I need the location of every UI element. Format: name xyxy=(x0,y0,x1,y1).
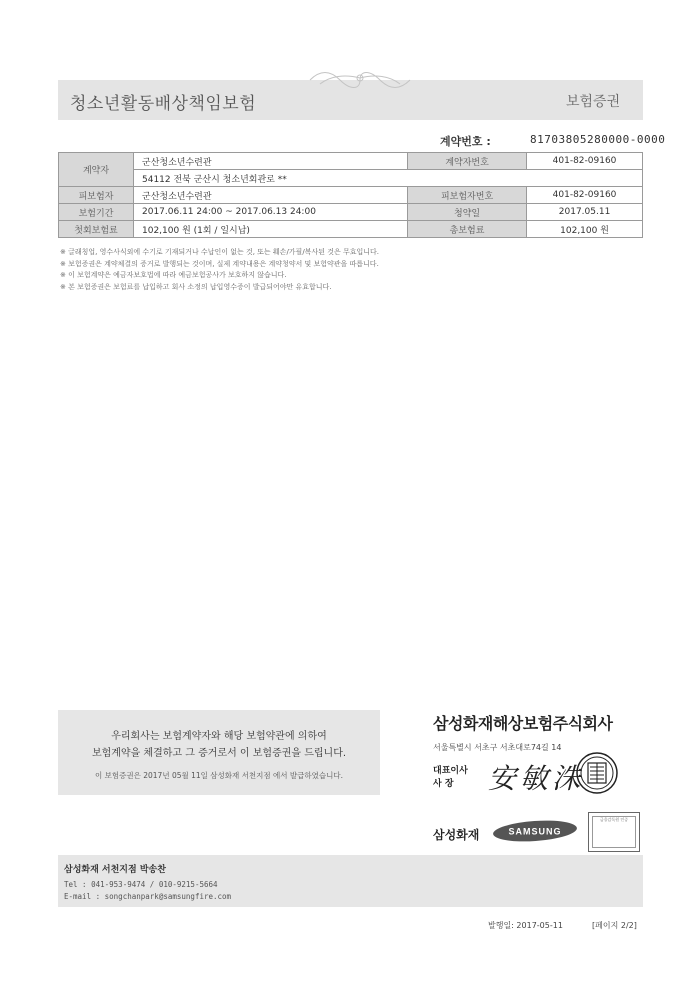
policyholder-address: 54112 전북 군산시 청소년회관로 ** xyxy=(134,170,643,187)
agent-phone: Tel : 041-953-9474 / 010-9215-5664 xyxy=(64,880,218,889)
ceo-role-line-2: 사 장 xyxy=(433,779,454,789)
table-row xyxy=(59,170,643,187)
period-label: 보험기간 xyxy=(59,204,134,221)
policyholder-reg-label: 계약자번호 xyxy=(408,153,527,170)
policy-info-table xyxy=(58,152,643,238)
first-premium-label: 첫회보험료 xyxy=(59,221,134,238)
ceo-signature: 安敏洙 xyxy=(488,762,585,795)
company-address: 서울특별시 서초구 서초대로74길 14 xyxy=(433,743,562,752)
note-item: ※ 이 보험계약은 예금자보호법에 따라 예금보험공사가 보호하지 않습니다. xyxy=(60,271,287,279)
policyholder-name: 군산청소년수련관 xyxy=(134,153,408,170)
table-row xyxy=(59,221,643,238)
page-title: 청소년활동배상책임보험 xyxy=(70,94,257,114)
agent-name: 삼성화재 서천지점 박송찬 xyxy=(64,865,166,875)
contract-number: 81703805280000-0000 xyxy=(530,133,666,146)
sign-date-label: 청약일 xyxy=(408,204,527,221)
certificate-line-2: 보험계약을 체결하고 그 증거로서 이 보험증권을 드립니다. xyxy=(91,748,347,759)
samsung-logo-icon xyxy=(492,820,578,842)
company-name: 삼성화재해상보험주식회사 xyxy=(433,714,613,733)
policyholder-label: 계약자 xyxy=(59,153,134,187)
note-item: ※ 보험증권은 계약체결의 증거로 발행되는 것이며, 실제 계약내용은 계약청약서 및 보험약관을 따릅니다. xyxy=(60,259,379,268)
decorative-ornament-icon xyxy=(300,66,420,92)
period-value: 2017.06.11 24:00 ~ 2017.06.13 24:00 xyxy=(134,204,408,221)
certification-stamp-icon xyxy=(588,812,640,852)
page-indicator: [페이지 2/2] xyxy=(592,921,637,930)
total-premium-label: 총보험료 xyxy=(408,221,527,238)
company-seal-icon xyxy=(576,752,618,794)
certification-stamp-text: 금융감독원 인증 xyxy=(599,817,629,822)
document-type: 보험증권 xyxy=(566,94,621,110)
ceo-role-line-1: 대표이사 xyxy=(433,766,468,776)
policyholder-reg-value: 401-82-09160 xyxy=(527,153,643,170)
certificate-line-1: 우리회사는 보험계약자와 해당 보험약관에 의하여 xyxy=(111,731,327,742)
note-item: ※ 본 보험증권은 보험료를 납입하고 회사 소정의 납입영수증이 발급되어야만 유효합니다. xyxy=(60,282,332,291)
insured-reg-value: 401-82-09160 xyxy=(527,187,643,204)
agent-email: E-mail : songchanpark@samsungfire.com xyxy=(64,892,232,901)
issue-date: 발행일: 2017-05-11 xyxy=(488,921,563,930)
contract-number-label: 계약번호 : xyxy=(440,135,491,148)
note-item: ※ 글래칭업, 영수사식외에 수기로 기재되거나 수납인이 없는 것, 또는 훼손/가필/복사된 것은 무효입니다. xyxy=(60,248,379,256)
table-row xyxy=(59,204,643,221)
table-row xyxy=(59,153,643,170)
samsung-logo-text: SAMSUNG xyxy=(508,826,562,837)
insured-name: 군산청소년수련관 xyxy=(134,187,408,204)
brand-name: 삼성화재 xyxy=(433,828,480,842)
table-row xyxy=(59,187,643,204)
insured-reg-label: 피보험자번호 xyxy=(408,187,527,204)
notes-list xyxy=(60,247,379,293)
ceo-role xyxy=(433,765,473,791)
first-premium-value: 102,100 원 (1회 / 일시납) xyxy=(134,221,408,238)
insured-label: 피보험자 xyxy=(59,187,134,204)
certificate-issue-note: 이 보험증권은 2017년 05월 11일 삼성화재 서천지점 에서 발급하였습니다. xyxy=(95,771,343,780)
sign-date-value: 2017.05.11 xyxy=(527,204,643,221)
total-premium-value: 102,100 원 xyxy=(527,221,643,238)
